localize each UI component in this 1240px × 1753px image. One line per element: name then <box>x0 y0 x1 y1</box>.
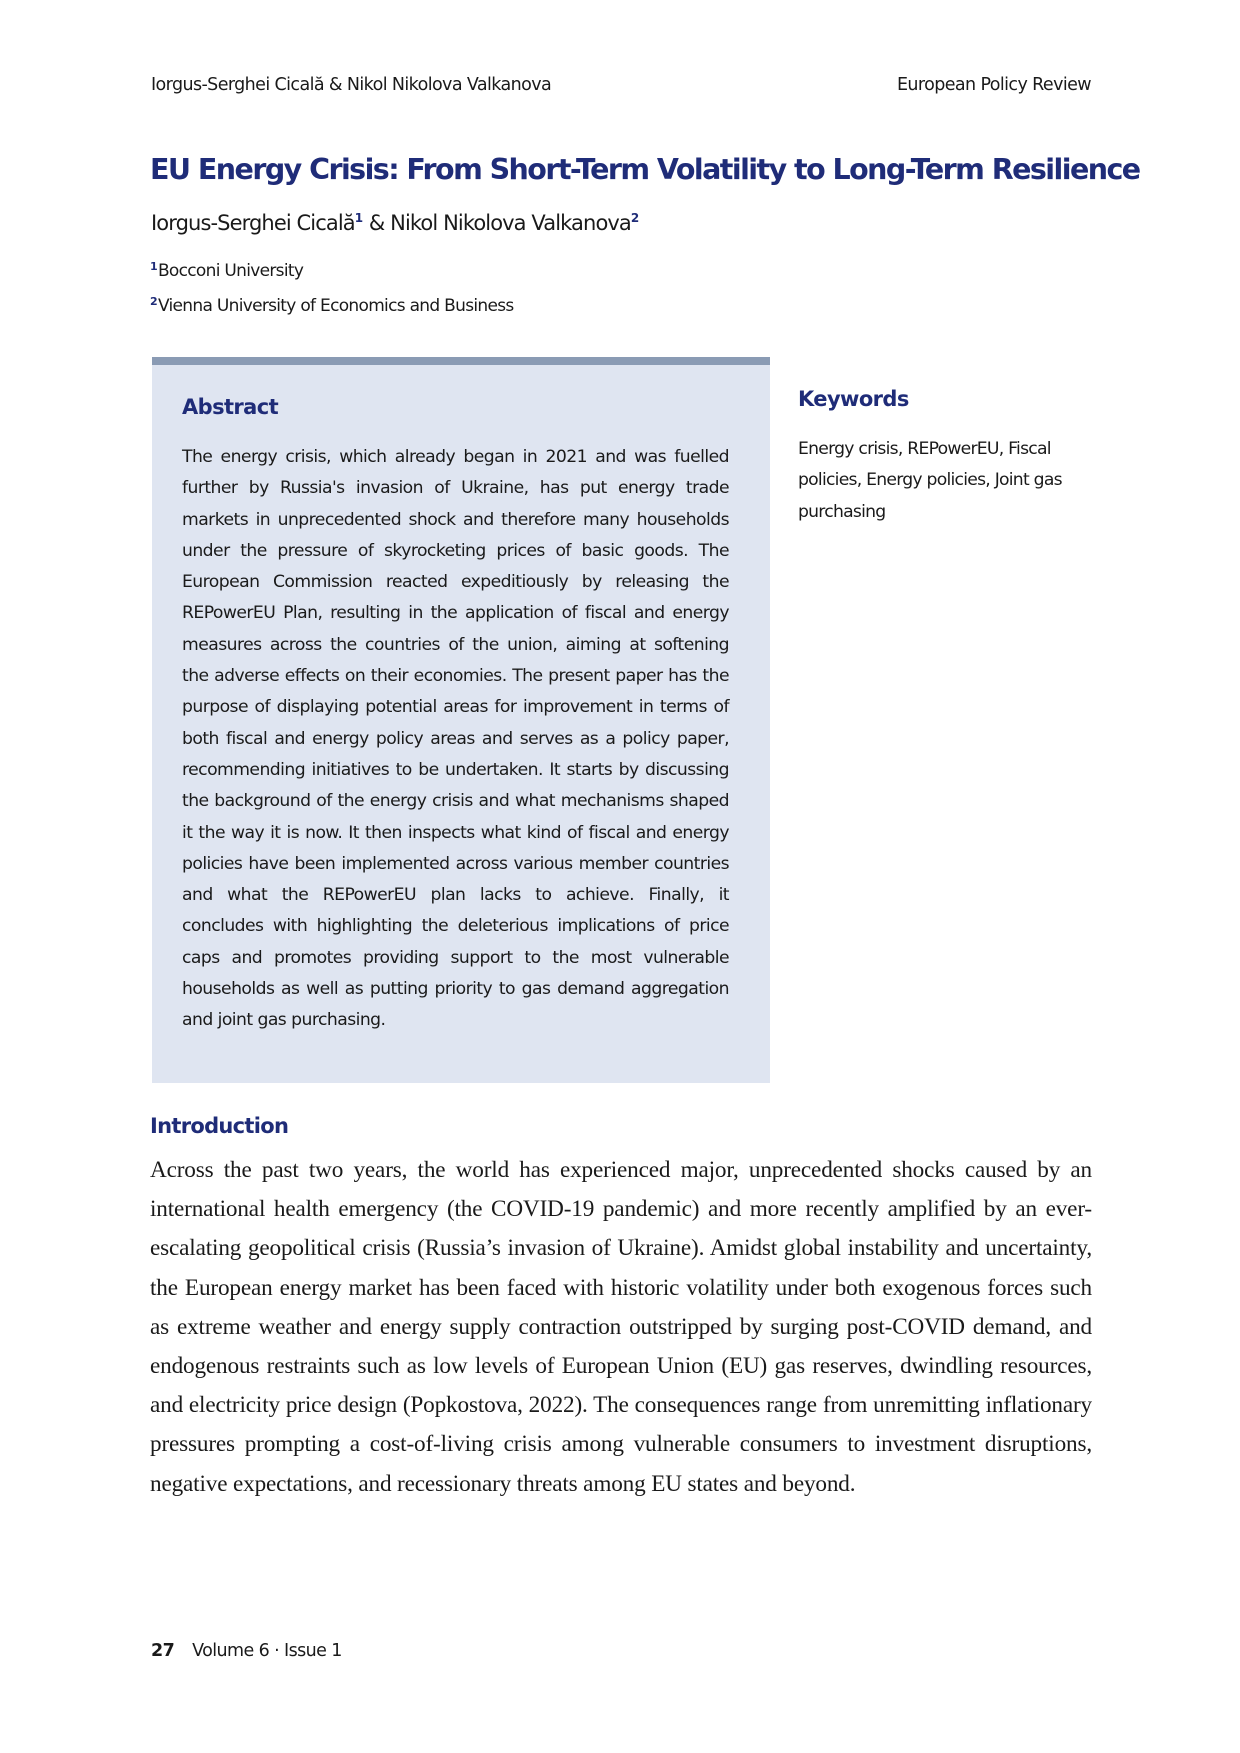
author-name: Iorgus-Serghei Cicală <box>151 211 355 235</box>
running-header-journal: European Policy Review <box>896 75 1091 95</box>
author-name: Nikol Nikolova Valkanova <box>390 211 631 235</box>
affiliation-name: Bocconi University <box>157 261 304 281</box>
article-title: EU Energy Crisis: From Short-Term Volatility to Long-Term Resilience <box>150 153 1140 186</box>
page-footer <box>151 1641 342 1661</box>
affiliation <box>150 296 514 316</box>
keywords-text: Energy crisis, REPowerEU, Fiscal policies, Energy policies, Joint gas purchasing <box>798 439 1062 522</box>
affiliation <box>150 261 303 281</box>
affiliation-ref: 2 <box>630 211 640 225</box>
author-list <box>151 211 639 235</box>
abstract-text: The energy crisis, which already began in 2021 and was fuelled further by Russia's invasion of Ukraine, has put energy trade markets in unprecedented shock and therefore many households under the pressure of skyrocketing prices of basic goods. The European Commission reacted expeditiously by releasing the REPowerEU Plan, resulting in the application of fiscal and energy measures across the countries of the union, aiming at softening the adverse effects on their economies. The present paper has the purpose of displaying potential areas for improvement in terms of both fiscal and energy policy areas and serves as a policy paper, recommending initiatives to be undertaken. It starts by discussing the background of the energy crisis and what mechanisms shaped it the way it is now. It then inspects what kind of fiscal and energy policies have been implemented across various member countries and what the REPowerEU plan lacks to achieve. Finally, it concludes with highlighting the deleterious implications of price caps and promotes providing support to the most vulnerable households as well as putting priority to gas demand aggregation and joint gas purchasing. <box>182 447 729 1031</box>
keywords-heading: Keywords <box>798 387 909 411</box>
affiliation-number: 1 <box>150 260 157 273</box>
introduction-heading: Introduction <box>150 1114 289 1138</box>
author-separator: & <box>363 211 391 235</box>
page-number: 27 <box>151 1641 175 1661</box>
abstract-heading: Abstract <box>182 395 279 419</box>
affiliation-name: Vienna University of Economics and Business <box>157 296 514 316</box>
affiliation-ref: 1 <box>354 211 364 225</box>
abstract-box <box>152 357 770 1083</box>
introduction-paragraph: Across the past two years, the world has experienced major, unprecedented shocks caused by an international health emergency (the COVID-19 pandemic) and more recently amplified by an ever-escalating geopolitical crisis (Russia’s invasion of Ukraine). Amidst global instability and uncertainty, the European energy market has been faced with historic volatility under both exogenous forces such as extreme weather and energy supply contraction outstripped by surging post-COVID demand, and endogenous restraints such as low levels of European Union (EU) gas reserves, dwindling resources, and electricity price design (Popkostova, 2022). The consequences range from unremitting inflationary pressures prompting a cost-of-living crisis among vulnerable consumers to investment disruptions, negative expectations, and recessionary threats among EU states and beyond. <box>150 1157 1092 1497</box>
running-header-authors: Iorgus-Serghei Cicală & Nikol Nikolova Valkanova <box>151 75 552 95</box>
affiliation-number: 2 <box>150 295 157 308</box>
volume-issue: Volume 6 · Issue 1 <box>192 1641 342 1661</box>
